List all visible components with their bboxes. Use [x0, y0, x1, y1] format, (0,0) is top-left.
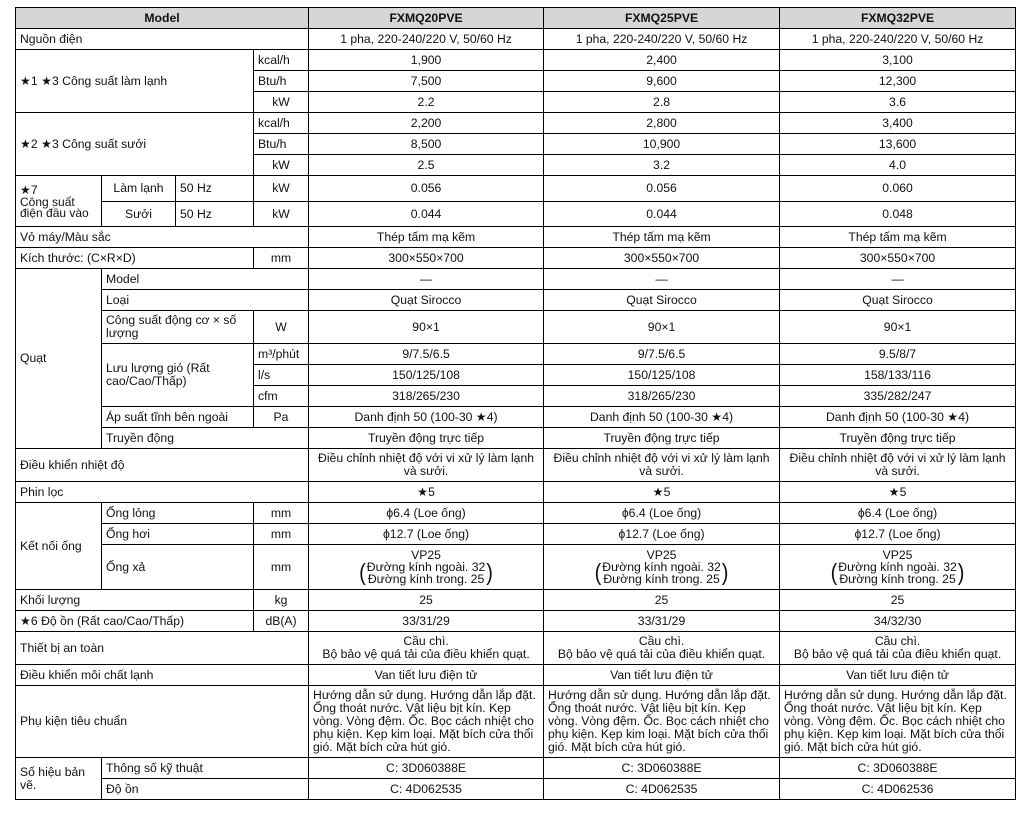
- gas-pipe-value: ϕ12.7 (Loe ống): [780, 524, 1016, 545]
- airflow-cfm-value: 318/265/230: [309, 386, 544, 407]
- cooling-label: ★1 ★3 Công suất làm lạnh: [16, 50, 254, 113]
- refrigerant-control-value: Van tiết lưu điện tử: [544, 665, 780, 686]
- temp-control-value: Điều chỉnh nhiệt độ với vi xử lý làm lạnh và sưởi.: [780, 449, 1016, 482]
- power-supply-value: 1 pha, 220-240/220 V, 50/60 Hz: [780, 29, 1016, 50]
- casing-label: Vỏ máy/Màu sắc: [16, 227, 309, 248]
- heating-kcal-value: 2,200: [309, 113, 544, 134]
- power-input-cool-value: 0.056: [544, 176, 780, 202]
- cooling-kw-value: 3.6: [780, 92, 1016, 113]
- gas-pipe-row: [16, 524, 1016, 545]
- bracket-right: ): [957, 560, 965, 586]
- unit-cell: mm: [254, 524, 309, 545]
- weight-value: 25: [780, 590, 1016, 611]
- model-col-1: FXMQ20PVE: [309, 8, 544, 29]
- casing-value: Thép tấm mạ kẽm: [544, 227, 780, 248]
- drawing-spec-value: C: 3D060388E: [780, 758, 1016, 779]
- drain-diameter-group: [594, 561, 730, 585]
- dimensions-label: Kích thước: (C×R×D): [16, 248, 254, 269]
- noise-value: 33/31/29: [309, 611, 544, 632]
- unit-cell: mm: [254, 503, 309, 524]
- drive-row: [16, 428, 1016, 449]
- drawing-spec-row: [16, 758, 1016, 779]
- drain-pipe-spec: VP25: [882, 548, 913, 562]
- drain-outer-diameter: Đường kính ngoài. 32: [366, 560, 486, 574]
- cooling-btu-value: 9,600: [544, 71, 780, 92]
- gas-pipe-value: ϕ12.7 (Loe ống): [309, 524, 544, 545]
- esp-value: Danh định 50 (100-30 ★4): [309, 407, 544, 428]
- liquid-pipe-value: ϕ6.4 (Loe ống): [544, 503, 780, 524]
- temp-control-row: [16, 449, 1016, 482]
- cooling-kcal-value: 3,100: [780, 50, 1016, 71]
- fan-type-value: Quạt Sirocco: [780, 290, 1016, 311]
- heating-btu-value: 13,600: [780, 134, 1016, 155]
- accessories-label: Phụ kiện tiêu chuẩn: [16, 686, 309, 758]
- airflow-m3-value: 9.5/8/7: [780, 344, 1016, 365]
- unit-cell: Btu/h: [254, 71, 309, 92]
- fan-type-row: [16, 290, 1016, 311]
- cooling-kw-value: 2.8: [544, 92, 780, 113]
- accessories-value: Hướng dẫn sử dụng. Hướng dẫn lắp đặt. Ống thoát nước. Vật liệu bịt kín. Kẹp vòng. Vòng đệm. Ốc. Bọc cách nhiệt cho phụ kiện. Kẹp kim loại. Mặt bích cửa thổi gió. Mặt bích cửa hút gió.: [780, 686, 1016, 758]
- safety-line: Bộ bảo vệ quá tải của điều khiển quạt.: [322, 647, 530, 661]
- header-row: [16, 8, 1016, 29]
- airflow-m3-value: 9/7.5/6.5: [544, 344, 780, 365]
- fan-motor-value: 90×1: [309, 311, 544, 344]
- heating-kcal-value: 2,800: [544, 113, 780, 134]
- gas-pipe-value: ϕ12.7 (Loe ống): [544, 524, 780, 545]
- fan-type-value: Quạt Sirocco: [544, 290, 780, 311]
- unit-cell: mm: [254, 248, 309, 269]
- unit-cell: kW: [254, 155, 309, 176]
- airflow-ls-value: 150/125/108: [309, 365, 544, 386]
- drive-label: Truyền động: [102, 428, 309, 449]
- drawing-spec-label: Thông số kỹ thuật: [102, 758, 309, 779]
- heating-kw-value: 4.0: [780, 155, 1016, 176]
- filter-value: ★5: [309, 482, 544, 503]
- filter-value: ★5: [544, 482, 780, 503]
- refrigerant-control-label: Điều khiển môi chất lạnh: [16, 665, 309, 686]
- noise-row: [16, 611, 1016, 632]
- noise-label: ★6 Độ ồn (Rất cao/Cao/Thấp): [16, 611, 254, 632]
- temp-control-value: Điều chỉnh nhiệt độ với vi xử lý làm lạnh và sưởi.: [544, 449, 780, 482]
- safety-line: Bộ bảo vệ quá tải của điều khiển quạt.: [793, 647, 1002, 661]
- unit-cell: Pa: [254, 407, 309, 428]
- cooling-kw-value: 2.2: [309, 92, 544, 113]
- temp-control-label: Điều khiển nhiệt độ: [16, 449, 309, 482]
- drain-diameter-group: [358, 561, 494, 585]
- unit-cell: dB(A): [254, 611, 309, 632]
- drive-value: Truyền động trực tiếp: [309, 428, 544, 449]
- filter-value: ★5: [780, 482, 1016, 503]
- casing-value: Thép tấm mạ kẽm: [309, 227, 544, 248]
- drawing-noise-value: C: 4D062535: [309, 779, 544, 800]
- safety-value: [309, 632, 544, 665]
- noise-value: 34/32/30: [780, 611, 1016, 632]
- bracket-left: (: [830, 560, 838, 586]
- fan-model-row: [16, 269, 1016, 290]
- unit-cell: kg: [254, 590, 309, 611]
- power-input-heat-value: 0.044: [309, 202, 544, 227]
- safety-line: Bộ bảo vệ quá tải của điều khiển quạt.: [557, 647, 766, 661]
- drawing-spec-value: C: 3D060388E: [544, 758, 780, 779]
- unit-cell: kcal/h: [254, 50, 309, 71]
- fan-model-value: —: [309, 269, 544, 290]
- filter-row: [16, 482, 1016, 503]
- power-input-cool-row: [16, 176, 1016, 202]
- drive-value: Truyền động trực tiếp: [780, 428, 1016, 449]
- unit-cell: m³/phút: [254, 344, 309, 365]
- unit-cell: kW: [254, 202, 309, 227]
- heating-kw-value: 2.5: [309, 155, 544, 176]
- model-col-2: FXMQ25PVE: [544, 8, 780, 29]
- power-input-text: Công suất điện đầu vào: [20, 194, 89, 220]
- airflow-m3-row: [16, 344, 1016, 365]
- fan-model-value: —: [544, 269, 780, 290]
- weight-value: 25: [309, 590, 544, 611]
- dimensions-value: 300×550×700: [309, 248, 544, 269]
- casing-value: Thép tấm mạ kẽm: [780, 227, 1016, 248]
- cooling-kcal-value: 2,400: [544, 50, 780, 71]
- airflow-ls-value: 150/125/108: [544, 365, 780, 386]
- dimensions-row: [16, 248, 1016, 269]
- heating-btu-value: 10,900: [544, 134, 780, 155]
- heating-btu-value: 8,500: [309, 134, 544, 155]
- unit-cell: kW: [254, 176, 309, 202]
- unit-cell: cfm: [254, 386, 309, 407]
- drain-pipe-row: [16, 545, 1016, 590]
- gas-pipe-label: Ống hơi: [102, 524, 254, 545]
- heating-kw-value: 3.2: [544, 155, 780, 176]
- drain-pipe-value: [544, 545, 780, 590]
- drain-pipe-value: [309, 545, 544, 590]
- esp-row: [16, 407, 1016, 428]
- drawing-noise-value: C: 4D062536: [780, 779, 1016, 800]
- refrigerant-control-value: Van tiết lưu điện tử: [780, 665, 1016, 686]
- cooling-kcal-value: 1,900: [309, 50, 544, 71]
- airflow-cfm-value: 318/265/230: [544, 386, 780, 407]
- accessories-row: [16, 686, 1016, 758]
- power-input-heat-row: [16, 202, 1016, 227]
- unit-cell: mm: [254, 545, 309, 590]
- drawing-noise-value: C: 4D062535: [544, 779, 780, 800]
- safety-value: [780, 632, 1016, 665]
- power-supply-row: [16, 29, 1016, 50]
- airflow-label: Lưu lượng gió (Rất cao/Cao/Thấp): [102, 344, 254, 407]
- power-input-freq: 50 Hz: [176, 176, 254, 202]
- drain-pipe-spec: VP25: [646, 548, 677, 562]
- drive-value: Truyền động trực tiếp: [544, 428, 780, 449]
- unit-cell: kcal/h: [254, 113, 309, 134]
- drawing-noise-label: Độ ồn: [102, 779, 309, 800]
- dimensions-value: 300×550×700: [544, 248, 780, 269]
- drawing-label: Số hiệu bản vẽ.: [16, 758, 102, 800]
- airflow-ls-value: 158/133/116: [780, 365, 1016, 386]
- drain-pipe-label: Ống xả: [102, 545, 254, 590]
- fan-type-value: Quạt Sirocco: [309, 290, 544, 311]
- spec-sheet: [15, 7, 1016, 800]
- drawing-spec-value: C: 3D060388E: [309, 758, 544, 779]
- noise-value: 33/31/29: [544, 611, 780, 632]
- heating-kcal-value: 3,400: [780, 113, 1016, 134]
- unit-cell: Btu/h: [254, 134, 309, 155]
- airflow-m3-value: 9/7.5/6.5: [309, 344, 544, 365]
- filter-label: Phin lọc: [16, 482, 309, 503]
- model-col-3: FXMQ32PVE: [780, 8, 1016, 29]
- fan-model-value: —: [780, 269, 1016, 290]
- unit-cell: l/s: [254, 365, 309, 386]
- model-header: Model: [16, 8, 309, 29]
- bracket-right: ): [721, 560, 729, 586]
- fan-motor-value: 90×1: [780, 311, 1016, 344]
- drain-inner-diameter: Đường kính trong. 25: [603, 572, 720, 586]
- cooling-row-kcal: [16, 50, 1016, 71]
- esp-value: Danh định 50 (100-30 ★4): [780, 407, 1016, 428]
- fan-model-label: Model: [102, 269, 309, 290]
- unit-cell: W: [254, 311, 309, 344]
- piping-label: Kết nối ống: [16, 503, 102, 590]
- refrigerant-control-row: [16, 665, 1016, 686]
- power-input-cool-label: Làm lạnh: [102, 176, 176, 202]
- power-input-cool-value: 0.060: [780, 176, 1016, 202]
- weight-row: [16, 590, 1016, 611]
- fan-motor-value: 90×1: [544, 311, 780, 344]
- power-input-heat-value: 0.048: [780, 202, 1016, 227]
- refrigerant-control-value: Van tiết lưu điện tử: [309, 665, 544, 686]
- casing-row: [16, 227, 1016, 248]
- fan-type-label: Loại: [102, 290, 309, 311]
- unit-cell: kW: [254, 92, 309, 113]
- safety-label: Thiết bị an toàn: [16, 632, 309, 665]
- accessories-value: Hướng dẫn sử dụng. Hướng dẫn lắp đặt. Ống thoát nước. Vật liệu bịt kín. Kẹp vòng. Vòng đệm. Ốc. Bọc cách nhiệt cho phụ kiện. Kẹp kim loại. Mặt bích cửa thổi gió. Mặt bích cửa hút gió.: [309, 686, 544, 758]
- power-supply-value: 1 pha, 220-240/220 V, 50/60 Hz: [309, 29, 544, 50]
- dimensions-value: 300×550×700: [780, 248, 1016, 269]
- drain-pipe-value: [780, 545, 1016, 590]
- power-input-freq: 50 Hz: [176, 202, 254, 227]
- safety-row: [16, 632, 1016, 665]
- drain-inner-diameter: Đường kính trong. 25: [367, 572, 485, 586]
- drain-outer-diameter: Đường kính ngoài. 32: [838, 560, 957, 574]
- bracket-left: (: [359, 560, 366, 586]
- weight-value: 25: [544, 590, 780, 611]
- drain-pipe-spec: VP25: [411, 548, 441, 562]
- power-input-star: ★7: [20, 182, 38, 197]
- power-input-heat-value: 0.044: [544, 202, 780, 227]
- fan-motor-label: Công suất động cơ × số lượng: [102, 311, 254, 344]
- safety-line: Cầu chì.: [638, 634, 685, 648]
- drain-diameter-group: [830, 561, 966, 585]
- bracket-right: ): [486, 560, 493, 586]
- bracket-left: (: [594, 560, 602, 586]
- power-supply-label: Nguồn điện: [16, 29, 309, 50]
- safety-value: [544, 632, 780, 665]
- safety-line: Cầu chì.: [403, 634, 449, 648]
- heating-row-kcal: [16, 113, 1016, 134]
- fan-label: Quạt: [16, 269, 102, 449]
- fan-motor-row: [16, 311, 1016, 344]
- esp-value: Danh định 50 (100-30 ★4): [544, 407, 780, 428]
- temp-control-value: Điều chỉnh nhiệt độ với vi xử lý làm lạnh và sưởi.: [309, 449, 544, 482]
- power-input-label: [16, 176, 102, 227]
- cooling-btu-value: 12,300: [780, 71, 1016, 92]
- liquid-pipe-row: [16, 503, 1016, 524]
- accessories-value: Hướng dẫn sử dụng. Hướng dẫn lắp đặt. Ống thoát nước. Vật liệu bịt kín. Kẹp vòng. Vòng đệm. Ốc. Bọc cách nhiệt cho phụ kiện. Kẹp kim loại. Mặt bích cửa thổi gió. Mặt bích cửa hút gió.: [544, 686, 780, 758]
- power-supply-value: 1 pha, 220-240/220 V, 50/60 Hz: [544, 29, 780, 50]
- liquid-pipe-label: Ống lỏng: [102, 503, 254, 524]
- esp-label: Áp suất tĩnh bên ngoài: [102, 407, 254, 428]
- safety-line: Cầu chì.: [874, 634, 921, 648]
- airflow-cfm-value: 335/282/247: [780, 386, 1016, 407]
- power-input-heat-label: Sưởi: [102, 202, 176, 227]
- drawing-noise-row: [16, 779, 1016, 800]
- cooling-btu-value: 7,500: [309, 71, 544, 92]
- spec-table: [15, 7, 1016, 800]
- heating-label: ★2 ★3 Công suất sưởi: [16, 113, 254, 176]
- drain-outer-diameter: Đường kính ngoài. 32: [602, 560, 721, 574]
- weight-label: Khối lượng: [16, 590, 254, 611]
- power-input-cool-value: 0.056: [309, 176, 544, 202]
- drain-inner-diameter: Đường kính trong. 25: [839, 572, 956, 586]
- liquid-pipe-value: ϕ6.4 (Loe ống): [309, 503, 544, 524]
- liquid-pipe-value: ϕ6.4 (Loe ống): [780, 503, 1016, 524]
